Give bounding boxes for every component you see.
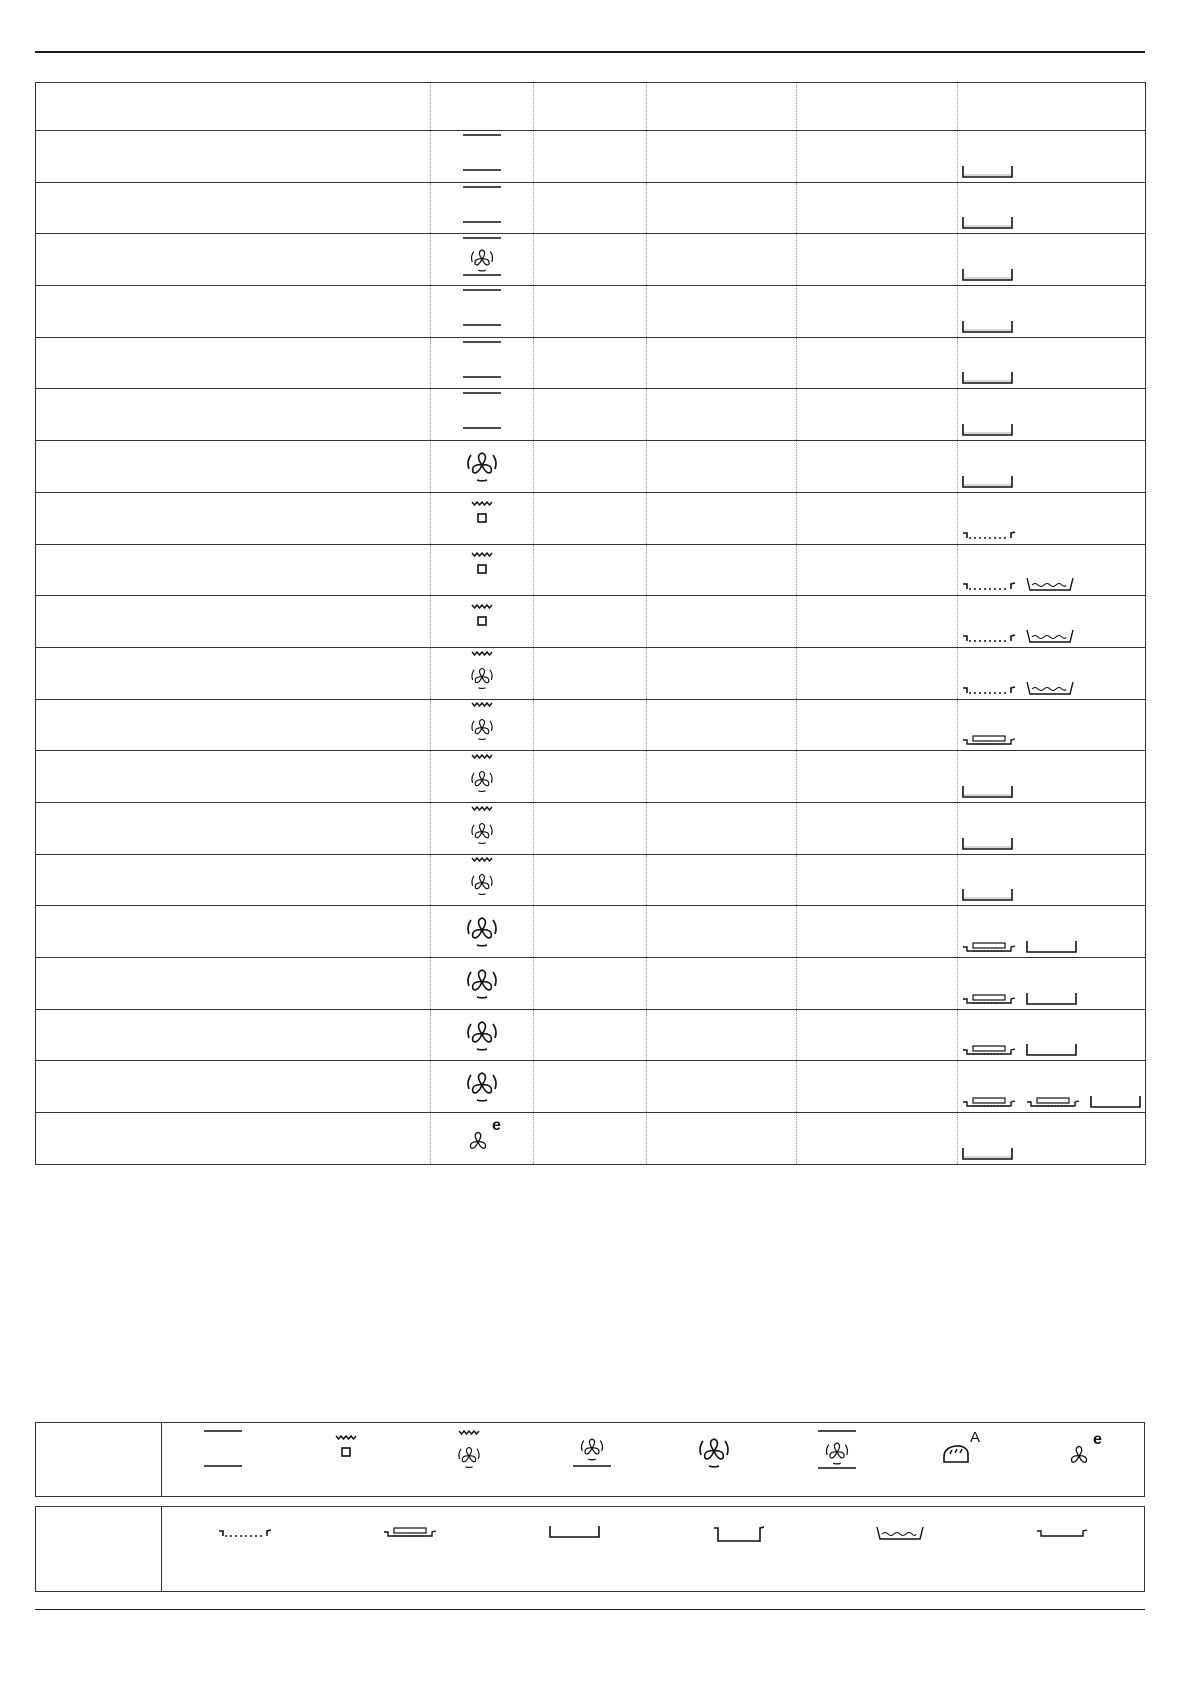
fan-grill-icon	[460, 649, 504, 693]
temperature-cell	[647, 958, 797, 1010]
hot-air-fan-icon	[460, 1011, 504, 1055]
temperature-cell	[647, 647, 797, 699]
mode-cell	[431, 958, 534, 1010]
accessory-legend-label	[36, 1507, 162, 1591]
svg-text:e: e	[492, 1116, 501, 1134]
grid-insert-icon	[382, 1525, 438, 1539]
table-row	[36, 751, 1146, 803]
time-cell	[797, 492, 958, 544]
svg-text:A: A	[969, 1429, 980, 1446]
time-cell	[797, 441, 958, 493]
temperature-cell	[647, 182, 797, 234]
temperature-cell	[647, 596, 797, 648]
level-cell	[534, 389, 647, 441]
table-row	[36, 802, 1146, 854]
food-cell	[36, 234, 431, 286]
hot-air-fan-icon	[460, 959, 504, 1003]
temperature-cell	[647, 131, 797, 183]
fan-grill-icon	[460, 855, 504, 899]
time-cell	[797, 854, 958, 906]
baking-tray-wide-icon	[1025, 940, 1079, 954]
temperature-cell	[647, 699, 797, 751]
level-cell	[534, 286, 647, 338]
header-cell-mode	[431, 83, 534, 131]
bottom-rule	[35, 1609, 1145, 1610]
table-row	[36, 131, 1146, 183]
table-row	[36, 1061, 1146, 1113]
mode-cell	[431, 1113, 534, 1165]
table-row	[36, 441, 1146, 493]
accessories-cell	[958, 441, 1146, 493]
top-bottom-heat-icon	[460, 287, 504, 331]
time-cell	[797, 751, 958, 803]
temperature-cell	[647, 234, 797, 286]
temperature-cell	[647, 389, 797, 441]
hot-air-fan-icon	[460, 1062, 504, 1106]
table-row	[36, 286, 1146, 338]
top-bottom-heat-icon	[460, 132, 504, 176]
fan-top-bottom-heat-icon	[460, 235, 504, 279]
accessories-cell	[958, 906, 1146, 958]
mode-legend-label	[36, 1423, 162, 1496]
accessories-cell	[958, 389, 1146, 441]
baking-tray-wide-icon	[548, 1525, 602, 1539]
time-cell	[797, 958, 958, 1010]
time-cell	[797, 802, 958, 854]
time-cell	[797, 131, 958, 183]
accessories-cell	[958, 802, 1146, 854]
level-cell	[534, 1061, 647, 1113]
time-cell	[797, 1061, 958, 1113]
food-cell	[36, 699, 431, 751]
mode-cell	[431, 389, 534, 441]
level-cell	[534, 337, 647, 389]
baking-tray-icon	[961, 888, 1015, 902]
table-row	[36, 182, 1146, 234]
mode-cell	[431, 854, 534, 906]
food-cell	[36, 131, 431, 183]
accessories-cell	[958, 958, 1146, 1010]
level-cell	[534, 647, 647, 699]
baking-tray-icon	[961, 837, 1015, 851]
mode-cell	[431, 337, 534, 389]
food-cell	[36, 441, 431, 493]
food-cell	[36, 1113, 431, 1165]
baking-tray-icon	[961, 785, 1015, 799]
table-row	[36, 492, 1146, 544]
grill-small-icon	[460, 494, 504, 538]
header-cell-food	[36, 83, 431, 131]
grid-insert-icon	[961, 992, 1017, 1006]
grid-insert-icon	[961, 1095, 1017, 1109]
top-rule	[35, 51, 1145, 53]
baking-tray-icon	[961, 268, 1015, 282]
level-cell	[534, 751, 647, 803]
temperature-cell	[647, 1009, 797, 1061]
baking-tray-icon	[961, 423, 1015, 437]
level-cell	[534, 441, 647, 493]
mode-cell	[431, 596, 534, 648]
time-cell	[797, 286, 958, 338]
temperature-cell	[647, 544, 797, 596]
mode-cell	[431, 802, 534, 854]
accessories-cell	[958, 544, 1146, 596]
food-cell	[36, 389, 431, 441]
wire-shelf-icon	[961, 630, 1017, 644]
wire-shelf-icon	[961, 682, 1017, 696]
temperature-cell	[647, 751, 797, 803]
drip-pan-icon	[1025, 576, 1075, 592]
food-cell	[36, 958, 431, 1010]
header-cell-level	[534, 83, 647, 131]
food-cell	[36, 596, 431, 648]
shallow-tray-icon	[1035, 1525, 1089, 1539]
food-cell	[36, 906, 431, 958]
time-cell	[797, 389, 958, 441]
drip-pan-icon	[875, 1525, 925, 1541]
top-bottom-heat-icon	[201, 1428, 245, 1472]
top-bottom-heat-icon	[460, 390, 504, 434]
accessories-cell	[958, 182, 1146, 234]
mode-cell	[431, 492, 534, 544]
temperature-cell	[647, 1113, 797, 1165]
food-cell	[36, 854, 431, 906]
baking-tray-icon	[961, 320, 1015, 334]
grill-small-icon	[460, 545, 504, 589]
drip-pan-icon	[1025, 628, 1075, 644]
food-cell	[36, 544, 431, 596]
mode-cell	[431, 647, 534, 699]
table-row	[36, 906, 1146, 958]
food-cell	[36, 286, 431, 338]
level-cell	[534, 958, 647, 1010]
top-bottom-heat-icon	[460, 184, 504, 228]
grid-insert-icon	[961, 940, 1017, 954]
accessory-legend	[35, 1506, 1145, 1592]
bread-auto-icon	[938, 1428, 982, 1472]
table-row	[36, 337, 1146, 389]
mode-cell	[431, 699, 534, 751]
time-cell	[797, 647, 958, 699]
temperature-cell	[647, 854, 797, 906]
accessories-cell	[958, 647, 1146, 699]
hot-air-fan-icon	[460, 907, 504, 951]
food-cell	[36, 337, 431, 389]
time-cell	[797, 234, 958, 286]
grid-insert-icon	[961, 733, 1017, 747]
time-cell	[797, 596, 958, 648]
grid-insert-icon	[1025, 1095, 1081, 1109]
cooking-table	[35, 82, 1146, 1165]
baking-tray-icon	[961, 475, 1015, 489]
accessories-cell	[958, 1061, 1146, 1113]
table-row	[36, 958, 1146, 1010]
accessories-cell	[958, 699, 1146, 751]
temperature-cell	[647, 441, 797, 493]
fan-grill-icon	[460, 752, 504, 796]
level-cell	[534, 1009, 647, 1061]
fan-grill-icon	[460, 804, 504, 848]
mode-cell	[431, 1009, 534, 1061]
fan-grill-icon	[447, 1428, 491, 1472]
table-row	[36, 647, 1146, 699]
time-cell	[797, 699, 958, 751]
time-cell	[797, 337, 958, 389]
time-cell	[797, 544, 958, 596]
accessory-legend-icons	[162, 1507, 1144, 1591]
mode-cell	[431, 182, 534, 234]
table-row	[36, 699, 1146, 751]
baking-tray-icon	[961, 165, 1015, 179]
food-cell	[36, 647, 431, 699]
header-cell-accessories	[958, 83, 1146, 131]
table-row	[36, 854, 1146, 906]
mode-cell	[431, 751, 534, 803]
time-cell	[797, 1009, 958, 1061]
level-cell	[534, 699, 647, 751]
drip-pan-icon	[1025, 680, 1075, 696]
table-row	[36, 1113, 1146, 1165]
mode-legend	[35, 1422, 1145, 1497]
eco-fan-icon	[1061, 1428, 1105, 1472]
time-cell	[797, 182, 958, 234]
table-row	[36, 544, 1146, 596]
mode-legend-icons	[162, 1423, 1144, 1496]
header-cell-time	[797, 83, 958, 131]
deep-tray-icon	[712, 1525, 766, 1543]
table-row	[36, 596, 1146, 648]
baking-tray-wide-icon	[1089, 1095, 1143, 1109]
table-header-row	[36, 83, 1146, 131]
mode-cell	[431, 131, 534, 183]
table-row	[36, 1009, 1146, 1061]
level-cell	[534, 596, 647, 648]
level-cell	[534, 182, 647, 234]
baking-tray-icon	[961, 371, 1015, 385]
mode-cell	[431, 441, 534, 493]
accessories-cell	[958, 337, 1146, 389]
mode-cell	[431, 1061, 534, 1113]
temperature-cell	[647, 337, 797, 389]
time-cell	[797, 906, 958, 958]
accessories-cell	[958, 596, 1146, 648]
level-cell	[534, 492, 647, 544]
mode-cell	[431, 286, 534, 338]
food-cell	[36, 492, 431, 544]
hot-air-fan-icon	[692, 1428, 736, 1472]
accessories-cell	[958, 854, 1146, 906]
grid-insert-icon	[961, 1043, 1017, 1057]
accessories-cell	[958, 131, 1146, 183]
accessories-cell	[958, 751, 1146, 803]
eco-fan-icon	[460, 1114, 504, 1158]
time-cell	[797, 1113, 958, 1165]
temperature-cell	[647, 286, 797, 338]
temperature-cell	[647, 906, 797, 958]
temperature-cell	[647, 802, 797, 854]
fan-bottom-heat-icon	[570, 1428, 614, 1472]
fan-top-bottom-heat-icon	[815, 1428, 859, 1472]
table-row	[36, 234, 1146, 286]
accessories-cell	[958, 286, 1146, 338]
top-bottom-heat-icon	[460, 339, 504, 383]
temperature-cell	[647, 1061, 797, 1113]
food-cell	[36, 1009, 431, 1061]
level-cell	[534, 906, 647, 958]
level-cell	[534, 544, 647, 596]
grill-small-icon	[324, 1428, 368, 1472]
level-cell	[534, 854, 647, 906]
accessories-cell	[958, 492, 1146, 544]
baking-tray-wide-icon	[1025, 992, 1079, 1006]
mode-cell	[431, 544, 534, 596]
level-cell	[534, 1113, 647, 1165]
baking-tray-icon	[961, 216, 1015, 230]
temperature-cell	[647, 492, 797, 544]
food-cell	[36, 802, 431, 854]
accessories-cell	[958, 1113, 1146, 1165]
level-cell	[534, 131, 647, 183]
baking-tray-icon	[961, 1147, 1015, 1161]
food-cell	[36, 182, 431, 234]
level-cell	[534, 234, 647, 286]
wire-shelf-icon	[217, 1525, 273, 1539]
wire-shelf-icon	[961, 578, 1017, 592]
grill-small-icon	[460, 597, 504, 641]
fan-grill-icon	[460, 700, 504, 744]
food-cell	[36, 1061, 431, 1113]
accessories-cell	[958, 1009, 1146, 1061]
baking-tray-wide-icon	[1025, 1043, 1079, 1057]
header-cell-temperature	[647, 83, 797, 131]
food-cell	[36, 751, 431, 803]
wire-shelf-icon	[961, 527, 1017, 541]
table-row	[36, 389, 1146, 441]
mode-cell	[431, 234, 534, 286]
accessories-cell	[958, 234, 1146, 286]
svg-text:e: e	[1092, 1431, 1102, 1448]
hot-air-fan-icon	[460, 442, 504, 486]
mode-cell	[431, 906, 534, 958]
level-cell	[534, 802, 647, 854]
